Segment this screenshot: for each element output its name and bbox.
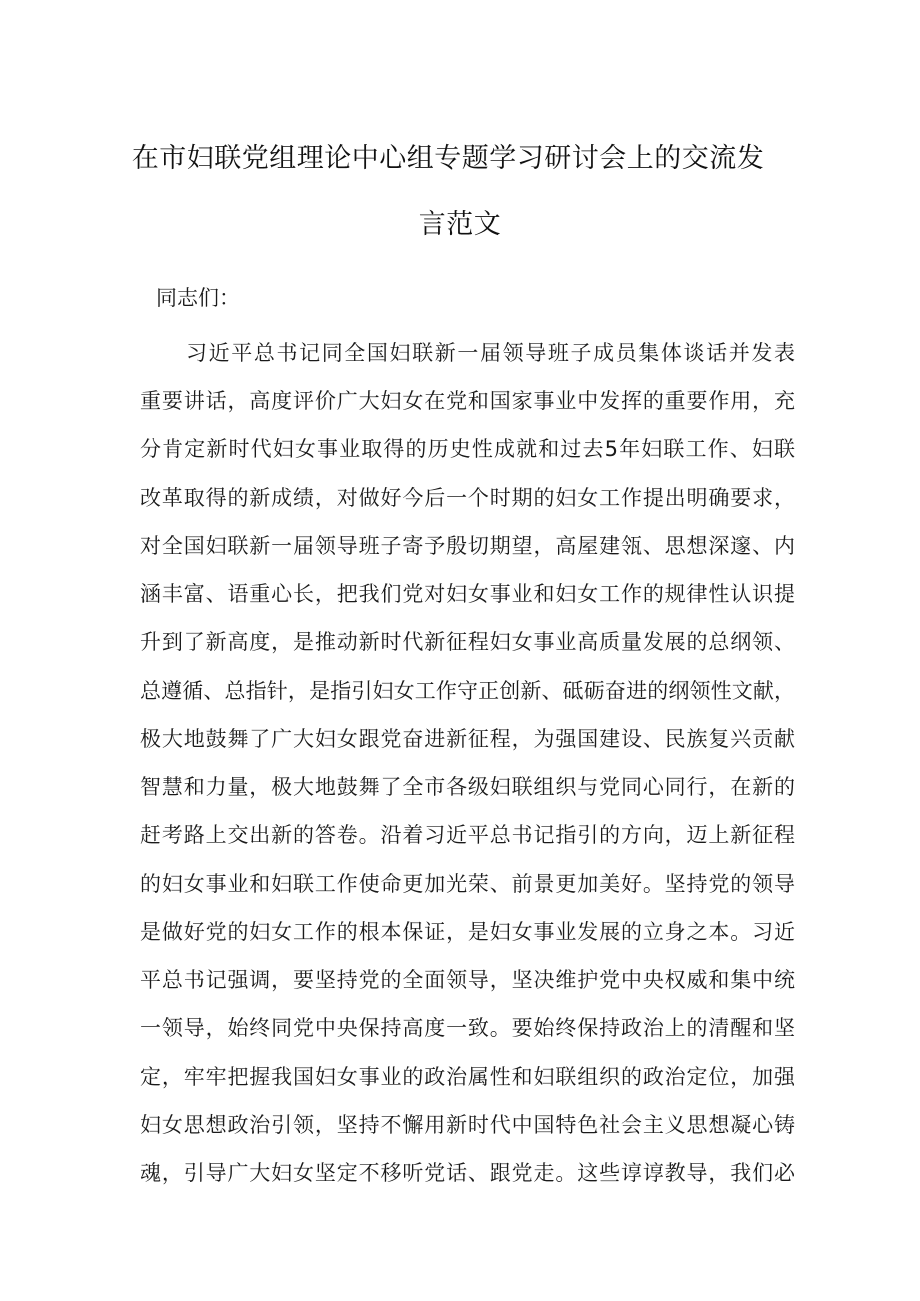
body-line: 涵丰富、语重心长，把我们党对妇女事业和妇女工作的规律性认识提 [140, 582, 795, 606]
body-line: 习近平总书记同全国妇联新一届领导班子成员集体谈话并发表 [186, 341, 795, 365]
body-line: 平总书记强调，要坚持党的全面领导，坚决维护党中央权威和集中统 [140, 968, 795, 992]
salutation: 同志们： [156, 286, 240, 310]
document-title-line-1: 在市妇联党组理论中心组专题学习研讨会上的交流发 [131, 143, 765, 174]
body-line: 一领导，始终同党中央保持高度一致。要始终保持政治上的清醒和坚 [140, 1016, 795, 1040]
body-line: 升到了新高度，是推动新时代新征程妇女事业高质量发展的总纲领、 [140, 630, 795, 654]
body-line: 重要讲话，高度评价广大妇女在党和国家事业中发挥的重要作用，充 [140, 389, 795, 413]
body-line: 极大地鼓舞了广大妇女跟党奋进新征程，为强国建设、民族复兴贡献 [140, 727, 795, 751]
body-line: 总遵循、总指针，是指引妇女工作守正创新、砥砺奋进的纲领性文献， [140, 679, 795, 703]
body-line: 定，牢牢把握我国妇女事业的政治属性和妇联组织的政治定位，加强 [140, 1065, 795, 1089]
body-line: 智慧和力量，极大地鼓舞了全市各级妇联组织与党同心同行，在新的 [140, 775, 795, 799]
body-line: 的妇女事业和妇联工作使命更加光荣、前景更加美好。坚持党的领导 [140, 872, 795, 896]
body-line: 赶考路上交出新的答卷。沿着习近平总书记指引的方向，迈上新征程 [140, 823, 795, 847]
body-line: 是做好党的妇女工作的根本保证，是妇女事业发展的立身之本。习近 [140, 920, 795, 944]
body-line: 妇女思想政治引领，坚持不懈用新时代中国特色社会主义思想凝心铸 [140, 1113, 795, 1137]
body-line: 魂，引导广大妇女坚定不移听党话、跟党走。这些谆谆教导，我们必 [140, 1161, 795, 1185]
body-line: 分肯定新时代妇女事业取得的历史性成就和过去5年妇联工作、妇联 [140, 437, 795, 461]
document-title-line-2: 言范文 [418, 209, 502, 240]
body-line: 对全国妇联新一届领导班子寄予殷切期望，高屋建瓴、思想深邃、内 [140, 534, 795, 558]
body-line: 改革取得的新成绩，对做好今后一个时期的妇女工作提出明确要求， [140, 486, 795, 510]
